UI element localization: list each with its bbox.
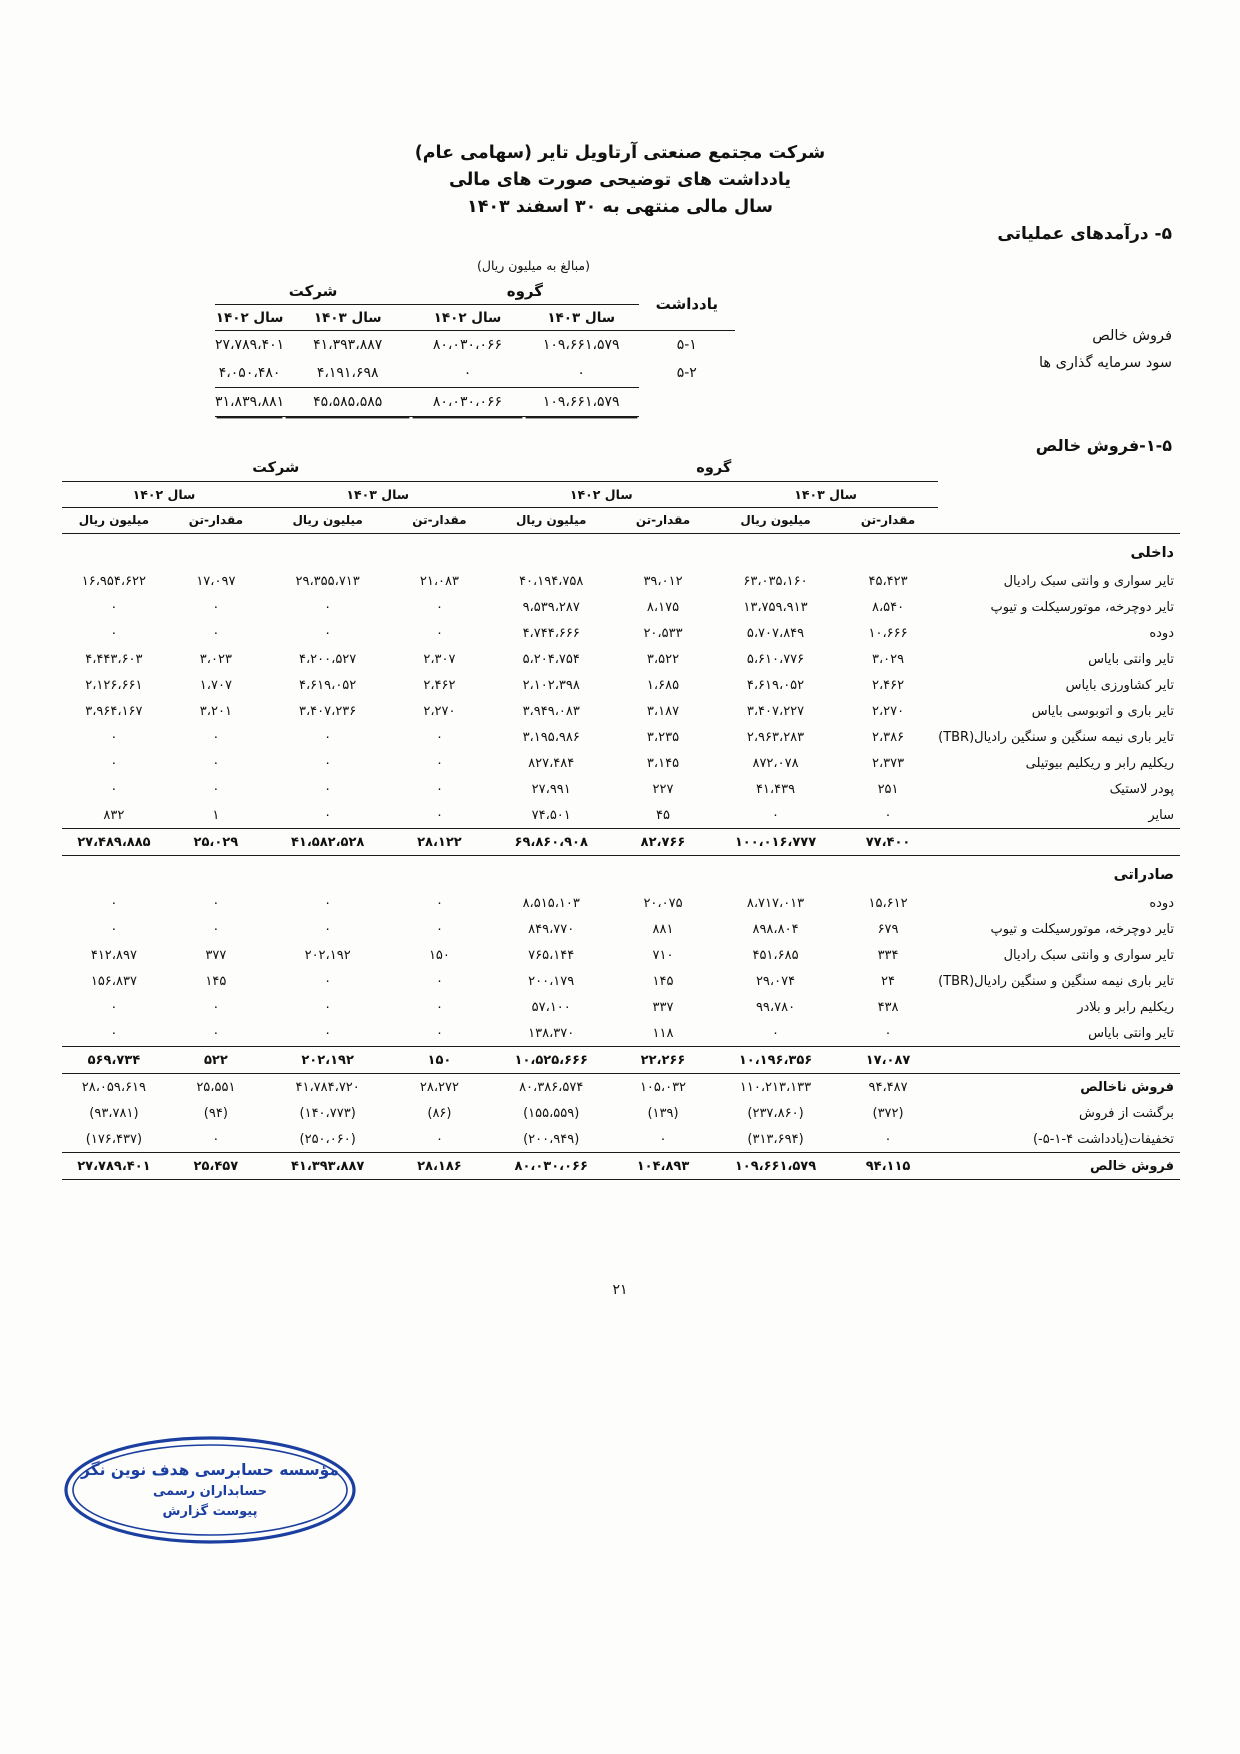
cell-c1403-val: ٠ — [324, 599, 332, 615]
cell-g1402-qty: ۱،۶۸۵ — [646, 677, 680, 693]
returns-g1403-val: (۲۳۷،۸۶۰) — [747, 1105, 804, 1121]
export-total-c1402-qty: ۵۲۲ — [203, 1052, 228, 1068]
auditor-stamp — [60, 1430, 360, 1550]
revenue-total-g1403: ۱۰۹،۶۶۱،۵۷۹ — [524, 388, 639, 417]
disc-c1403-val: (۲۵۰،۰۶۰) — [299, 1131, 356, 1147]
table-row — [62, 724, 1180, 750]
cell-c1403-qty: ٠ — [435, 625, 443, 641]
cell-g1403-qty: ۴۵،۴۲۳ — [868, 573, 908, 589]
revenue-company-header: شرکت — [215, 278, 411, 305]
sales-unit-qty-g1402: مقدار-تن — [635, 513, 691, 528]
revenue-year-group-1402: سال ۱۴۰۲ — [433, 309, 502, 326]
stamp-line-2: حسابداران رسمی — [152, 1484, 268, 1500]
operating-revenue-table — [215, 278, 735, 417]
table-row — [62, 672, 1180, 698]
cell-c1403-val: ٠ — [324, 781, 332, 797]
cell-g1403-val: ۲۹،۰۷۴ — [755, 973, 796, 989]
sales-unit-qty-c1402: مقدار-تن — [188, 513, 244, 528]
cell-g1402-val: ۳،۱۹۵،۹۸۶ — [522, 729, 580, 745]
cell-g1402-qty: ۳۹،۰۱۲ — [643, 573, 683, 589]
cell-g1403-qty: ۲۴ — [881, 973, 896, 989]
gross-g1402-qty: ۱۰۵،۰۳۲ — [639, 1079, 687, 1095]
stamp-line-1: مؤسسه حسابرسی هدف نوین نگر — [81, 1460, 339, 1479]
cell-g1403-qty: ۲،۳۸۶ — [871, 729, 905, 745]
returns-c1403-val: (۱۴۰،۷۷۳) — [299, 1105, 356, 1121]
cell-c1403-val: ٠ — [324, 999, 332, 1015]
revenue-row-label-investment-income: سود سرمایه گذاری ها — [1038, 355, 1172, 371]
cell-c1402-qty: ۱۴۵ — [205, 973, 227, 989]
cell-g1402-val: ۹،۵۳۹،۲۸۷ — [522, 599, 580, 615]
sales-domestic-heading-row — [62, 534, 1180, 569]
revenue-total-row — [215, 388, 735, 417]
revenue-year-company-1403: سال ۱۴۰۳ — [313, 309, 382, 326]
sales-discounts-row — [62, 1126, 1180, 1153]
net-sales-breakdown-table — [62, 455, 1180, 1180]
cell-c1402-qty: ۱ — [212, 807, 220, 823]
cell-c1403-qty: ٠ — [435, 973, 443, 989]
table-row — [62, 994, 1180, 1020]
cell-c1403-qty: ۲۱،۰۸۳ — [419, 573, 459, 589]
domestic-total-label — [938, 829, 1180, 856]
cell-g1402-qty: ۱۱۸ — [652, 1025, 674, 1041]
cell-c1402-val: ۱۵۶،۸۳۷ — [90, 973, 137, 989]
disc-g1402-qty: ٠ — [659, 1131, 667, 1147]
domestic-total-g1402-val: ۶۹،۸۶۰،۹۰۸ — [514, 834, 588, 850]
cell-g1402-val: ۸،۵۱۵،۱۰۳ — [522, 895, 580, 911]
cell-g1402-val: ۲،۱۰۲،۳۹۸ — [522, 677, 580, 693]
revenue-year-company-1402: سال ۱۴۰۲ — [215, 309, 284, 326]
gross-g1402-val: ۸۰،۳۸۶،۵۷۴ — [519, 1079, 584, 1095]
revenue-g1403-invest: ٠ — [577, 365, 585, 381]
cell-g1402-val: ۵۷،۱۰۰ — [531, 999, 571, 1015]
net-g1402-val: ۸۰،۰۳۰،۰۶۶ — [514, 1158, 588, 1174]
cell-g1402-val: ۲۷،۹۹۱ — [531, 781, 571, 797]
row-label: تایر باری و اتوبوسی بایاس — [1031, 703, 1174, 719]
cell-g1402-qty: ۳،۱۸۷ — [646, 703, 680, 719]
revenue-note-header: یادداشت — [655, 295, 718, 313]
returns-g1402-qty: (۱۳۹) — [647, 1105, 679, 1121]
row-label: دوده — [1149, 895, 1174, 911]
revenue-c1403-netsales: ۴۱،۳۹۳،۸۸۷ — [284, 331, 411, 360]
company-name-line: شرکت مجتمع صنعتی آرتاویل تایر (سهامی عام) — [414, 143, 826, 163]
sales-gross-row — [62, 1074, 1180, 1101]
cell-c1403-val: ۴،۲۰۰،۵۲۷ — [299, 651, 357, 667]
revenue-c1403-invest: ۴،۱۹۱،۶۹۸ — [316, 365, 379, 381]
sales-unit-val-c1402: میلیون ریال — [78, 513, 150, 528]
fiscal-period-line: سال مالی منتهی به ۳۰ اسفند ۱۴۰۳ — [467, 197, 773, 218]
cell-c1403-qty: ٠ — [435, 921, 443, 937]
sales-year-spacer — [938, 481, 1180, 507]
disc-c1402-qty: ٠ — [212, 1131, 220, 1147]
revenue-row-label-net-sales: فروش خالص — [1092, 328, 1172, 344]
cell-g1403-qty: ۲،۴۶۲ — [871, 677, 905, 693]
sales-group-header-row — [62, 455, 1180, 481]
cell-g1403-qty: ۳،۰۲۹ — [871, 651, 905, 667]
cell-c1402-qty: ۳،۰۲۳ — [199, 651, 232, 667]
cell-g1403-val: ۸،۷۱۷،۰۱۳ — [746, 895, 805, 911]
disc-c1402-val: (۱۷۶،۴۳۷) — [85, 1131, 143, 1147]
cell-g1403-val: ۴۵۱،۶۸۵ — [752, 947, 799, 963]
section-title-net-sales: ۱-۵-فروش خالص — [1035, 436, 1172, 455]
sales-unit-spacer — [938, 507, 1180, 534]
cell-g1403-val: ٠ — [772, 807, 779, 823]
cell-c1402-val: ٠ — [110, 729, 118, 745]
sales-export-total-row — [62, 1047, 1180, 1074]
cell-c1402-val: ٠ — [110, 999, 118, 1015]
export-total-c1403-val: ۲۰۲،۱۹۲ — [301, 1052, 354, 1068]
export-total-g1402-qty: ۲۲،۲۶۶ — [640, 1052, 686, 1068]
disc-g1402-val: (۲۰۰،۹۴۹) — [523, 1131, 580, 1147]
gross-g1403-qty: ۹۴،۴۸۷ — [868, 1079, 908, 1095]
cell-g1402-qty: ۳،۱۴۵ — [646, 755, 680, 771]
sales-year-group-1402: سال ۱۴۰۲ — [490, 481, 714, 507]
cell-g1402-val: ۸۲۷،۴۸۴ — [528, 755, 575, 771]
cell-g1402-qty: ۳،۲۳۵ — [646, 729, 680, 745]
cell-g1403-val: ۴۱،۴۳۹ — [755, 781, 796, 797]
export-total-label — [938, 1047, 1180, 1074]
cell-c1402-val: ٠ — [110, 755, 118, 771]
returns-c1403-qty: (۸۶) — [427, 1105, 452, 1121]
cell-c1402-val: ۴۱۲،۸۹۷ — [90, 947, 137, 963]
cell-c1403-val: ٠ — [324, 895, 332, 911]
cell-g1403-val: ۵،۶۱۰،۷۷۶ — [746, 651, 805, 667]
cell-g1403-val: ۸۹۸،۸۰۴ — [752, 921, 799, 937]
sales-unit-qty-g1403: مقدار-تن — [860, 513, 916, 528]
units-note: (مبالغ به میلیون ریال) — [476, 258, 590, 273]
cell-g1402-qty: ۸۸۱ — [652, 921, 674, 937]
row-label: دوده — [1149, 625, 1174, 641]
sales-year-company-1403: سال ۱۴۰۳ — [266, 481, 490, 507]
cell-g1402-qty: ۸،۱۷۵ — [646, 599, 680, 615]
cell-c1403-val: ۴،۶۱۹،۰۵۲ — [299, 677, 357, 693]
gross-c1402-val: ۲۸،۰۵۹،۶۱۹ — [81, 1079, 147, 1095]
revenue-total-note — [639, 388, 735, 417]
sales-domestic-total-row — [62, 829, 1180, 856]
cell-c1402-qty: ٠ — [212, 755, 220, 771]
cell-g1403-qty: ٠ — [884, 807, 892, 823]
table-row — [62, 698, 1180, 724]
net-sales-label: فروش خالص — [1089, 1158, 1174, 1174]
sales-unit-qty-c1403: مقدار-تن — [412, 513, 467, 528]
cell-c1403-qty: ٠ — [435, 807, 443, 823]
sales-domestic-heading: داخلی — [1130, 545, 1174, 561]
cell-g1403-qty: ۲،۲۷۰ — [871, 703, 905, 719]
cell-g1402-qty: ۷۱۰ — [652, 947, 674, 963]
revenue-total-c1402: ۳۱،۸۳۹،۸۸۱ — [215, 388, 284, 417]
cell-c1403-val: ٠ — [324, 1025, 332, 1041]
export-total-g1403-qty: ۱۷،۰۸۷ — [865, 1052, 911, 1068]
cell-c1402-qty: ٠ — [212, 1025, 220, 1041]
cell-c1402-val: ۸۳۲ — [103, 807, 125, 823]
row-label: پودر لاستیک — [1109, 781, 1174, 797]
export-total-c1403-qty: ۱۵۰ — [427, 1052, 452, 1068]
domestic-total-c1402-qty: ۲۵،۰۲۹ — [193, 834, 239, 850]
domestic-total-g1402-qty: ۸۲،۷۶۶ — [640, 834, 686, 850]
table-row — [62, 942, 1180, 968]
revenue-c1402-invest: ۴،۰۵۰،۴۸۰ — [218, 365, 281, 381]
stamp-line-3: پیوست گزارش — [162, 1503, 258, 1519]
sales-net-total-row — [62, 1153, 1180, 1180]
cell-c1402-qty: ٠ — [212, 781, 220, 797]
section-title-operating-revenue: ۵- درآمدهای عملیاتی — [997, 224, 1172, 244]
cell-g1402-qty: ۳،۵۲۲ — [646, 651, 680, 667]
cell-c1403-qty: ٠ — [435, 599, 443, 615]
cell-g1402-val: ۸۴۹،۷۷۰ — [528, 921, 575, 937]
net-g1403-val: ۱۰۹،۶۶۱،۵۷۹ — [734, 1158, 817, 1174]
cell-g1403-qty: ۶۷۹ — [877, 921, 899, 937]
cell-c1402-qty: ٠ — [212, 599, 220, 615]
cell-g1403-qty: ۱۰،۶۶۶ — [868, 625, 908, 641]
net-c1403-val: ۴۱،۳۹۳،۸۸۷ — [290, 1158, 365, 1174]
cell-g1402-val: ۴۰،۱۹۴،۷۵۸ — [519, 573, 584, 589]
cell-c1402-val: ٠ — [110, 781, 118, 797]
net-c1403-qty: ۲۸،۱۸۶ — [417, 1158, 462, 1174]
cell-c1402-val: ۳،۹۶۴،۱۶۷ — [85, 703, 143, 719]
document-header — [0, 140, 1240, 221]
table-row — [62, 1020, 1180, 1047]
table-row — [62, 750, 1180, 776]
disc-g1403-qty: ٠ — [884, 1131, 892, 1147]
revenue-total-g1402: ۸۰،۰۳۰،۰۶۶ — [411, 388, 524, 417]
cell-c1403-qty: ٠ — [435, 729, 443, 745]
cell-c1403-val: ۳،۴۰۷،۲۳۶ — [299, 703, 357, 719]
cell-c1403-val: ٠ — [324, 921, 332, 937]
cell-c1402-qty: ٠ — [212, 999, 220, 1015]
domestic-total-c1403-qty: ۲۸،۱۲۲ — [417, 834, 462, 850]
export-total-g1403-val: ۱۰،۱۹۶،۳۵۶ — [738, 1052, 813, 1068]
cell-g1402-qty: ۱۴۵ — [652, 973, 674, 989]
sales-discounts-label: تخفیفات(یادداشت ۴-۱-۵-) — [1032, 1131, 1174, 1147]
cell-c1402-val: ۱۶،۹۵۴،۶۲۲ — [81, 573, 147, 589]
revenue-group-header: گروه — [411, 278, 638, 305]
disc-c1403-qty: ٠ — [435, 1131, 443, 1147]
table-row — [62, 594, 1180, 620]
cell-g1403-val: ۹۹،۷۸۰ — [755, 999, 796, 1015]
revenue-group-header-row — [215, 278, 735, 305]
cell-c1403-qty: ٠ — [435, 999, 443, 1015]
cell-g1403-qty: ٠ — [884, 1025, 892, 1041]
cell-c1402-qty: ۱،۷۰۷ — [199, 677, 232, 693]
domestic-total-g1403-qty: ۷۷،۴۰۰ — [865, 834, 911, 850]
export-total-g1402-val: ۱۰،۵۲۵،۶۶۶ — [514, 1052, 588, 1068]
cell-c1402-qty: ٠ — [212, 729, 220, 745]
gross-c1402-qty: ۲۵،۵۵۱ — [196, 1079, 236, 1095]
gross-c1403-val: ۴۱،۷۸۴،۷۲۰ — [295, 1079, 360, 1095]
returns-c1402-val: (۹۳،۷۸۱) — [89, 1105, 139, 1121]
sales-domestic-heading-filler — [62, 534, 938, 569]
sales-year-header-row — [62, 481, 1180, 507]
cell-c1403-qty: ۱۵۰ — [428, 947, 450, 963]
cell-c1402-val: ۴،۴۴۳،۶۰۳ — [85, 651, 143, 667]
cell-g1402-val: ۴،۷۴۴،۶۶۶ — [522, 625, 580, 641]
cell-c1403-qty: ۲،۲۷۰ — [423, 703, 456, 719]
table-row — [62, 802, 1180, 829]
cell-g1403-val: ۴،۶۱۹،۰۵۲ — [746, 677, 805, 693]
cell-g1402-val: ۷۶۵،۱۴۴ — [528, 947, 575, 963]
sales-unit-header-row — [62, 507, 1180, 534]
row-label: تایر دوچرخه، موتورسیکلت و تیوپ — [990, 599, 1174, 615]
revenue-note-2: ۵-۲ — [676, 365, 697, 382]
revenue-row-net-sales — [215, 331, 735, 360]
cell-g1402-qty: ۴۵ — [656, 807, 670, 823]
cell-g1402-val: ۳،۹۴۹،۰۸۳ — [522, 703, 580, 719]
revenue-note-1: ۵-۱ — [639, 331, 735, 360]
returns-c1402-qty: (۹۴) — [203, 1105, 228, 1121]
cell-c1403-val: ٠ — [324, 755, 332, 771]
cell-c1402-qty: ۱۷،۰۹۷ — [196, 573, 236, 589]
gross-g1403-val: ۱۱۰،۲۱۳،۱۳۳ — [739, 1079, 812, 1095]
revenue-g1403-netsales: ۱۰۹،۶۶۱،۵۷۹ — [524, 331, 639, 360]
table-row — [62, 968, 1180, 994]
cell-c1403-qty: ٠ — [435, 755, 443, 771]
statement-type-line: یادداشت های توضیحی صورت های مالی — [449, 170, 791, 191]
net-g1402-qty: ۱۰۴،۸۹۳ — [636, 1158, 690, 1174]
revenue-g1402-invest: ٠ — [463, 365, 472, 381]
cell-g1403-val: ۲،۹۶۳،۲۸۳ — [746, 729, 805, 745]
cell-g1402-qty: ۲۰،۰۷۵ — [643, 895, 683, 911]
cell-c1402-qty: ٠ — [212, 625, 220, 641]
sales-year-company-1402: سال ۱۴۰۲ — [62, 481, 266, 507]
cell-c1403-qty: ٠ — [435, 781, 443, 797]
cell-c1402-val: ٠ — [110, 625, 118, 641]
row-label: تایر دوچرخه، موتورسیکلت و تیوپ — [990, 921, 1174, 937]
row-label: ریکلیم رابر و ریکلیم بیوتیلی — [1025, 755, 1174, 771]
cell-g1402-qty: ۲۰،۵۳۳ — [643, 625, 683, 641]
cell-g1403-qty: ۲۵۱ — [877, 781, 899, 797]
disc-g1403-val: (۳۱۳،۶۹۴) — [747, 1131, 804, 1147]
revenue-total-c1403: ۴۵،۵۸۵،۵۸۵ — [284, 388, 411, 417]
cell-c1403-val: ٠ — [324, 729, 332, 745]
cell-g1402-val: ۲۰۰،۱۷۹ — [528, 973, 575, 989]
cell-g1403-val: ۱۳،۷۵۹،۹۱۳ — [743, 599, 808, 615]
cell-c1402-qty: ٠ — [212, 895, 220, 911]
cell-g1402-qty: ۳۳۷ — [652, 999, 674, 1015]
page-number: ۲۱ — [612, 1282, 628, 1298]
cell-c1402-qty: ۳،۲۰۱ — [199, 703, 232, 719]
cell-c1402-val: ٠ — [110, 1025, 118, 1041]
cell-g1403-qty: ۴۳۸ — [877, 999, 899, 1015]
cell-g1402-val: ۵،۲۰۴،۷۵۴ — [522, 651, 580, 667]
row-label: تایر کشاورزی بایاس — [1065, 677, 1174, 693]
returns-g1403-qty: (۳۷۲) — [872, 1105, 904, 1121]
cell-g1403-qty: ۱۵،۶۱۲ — [868, 895, 908, 911]
row-label: تایر وانتی بایاس — [1088, 1025, 1174, 1041]
cell-g1403-qty: ۸،۵۴۰ — [871, 599, 905, 615]
sales-unit-val-g1402: میلیون ریال — [516, 513, 587, 528]
cell-c1402-val: ٠ — [110, 895, 118, 911]
cell-c1402-qty: ٠ — [212, 921, 220, 937]
sales-unit-val-c1403: میلیون ریال — [292, 513, 363, 528]
sales-header-spacer — [938, 455, 1180, 481]
cell-g1403-val: ۶۳،۰۳۵،۱۶۰ — [743, 573, 808, 589]
net-g1403-qty: ۹۴،۱۱۵ — [865, 1158, 911, 1174]
sales-export-heading: صادراتی — [1113, 867, 1174, 883]
table-row — [62, 568, 1180, 594]
revenue-c1402-netsales: ۲۷،۷۸۹،۴۰۱ — [215, 331, 284, 360]
net-c1402-qty: ۲۵،۴۵۷ — [193, 1158, 239, 1174]
net-c1402-val: ۲۷،۷۸۹،۴۰۱ — [77, 1158, 151, 1174]
gross-c1403-qty: ۲۸،۲۷۲ — [419, 1079, 459, 1095]
cell-c1403-qty: ۲،۴۶۲ — [423, 677, 456, 693]
sales-company-header: شرکت — [62, 455, 490, 481]
sales-group-header: گروه — [490, 455, 939, 481]
revenue-row-investment-income — [215, 359, 735, 388]
row-label: تایر باری نیمه سنگین و سنگین رادیال(TBR) — [938, 973, 1174, 989]
cell-g1403-val: ۳،۴۰۷،۲۲۷ — [746, 703, 805, 719]
row-label: تایر سواری و وانتی سبک رادیال — [1003, 573, 1174, 589]
cell-g1402-qty: ۲۲۷ — [652, 781, 674, 797]
cell-g1402-val: ۷۴،۵۰۱ — [531, 807, 571, 823]
sales-unit-val-g1403: میلیون ریال — [740, 513, 811, 528]
sales-year-group-1403: سال ۱۴۰۳ — [713, 481, 938, 507]
row-label: ریکلیم رابر و بلادر — [1077, 999, 1174, 1015]
cell-g1403-val: ۵،۷۰۷،۸۴۹ — [746, 625, 805, 641]
cell-g1403-qty: ۲،۳۷۳ — [871, 755, 905, 771]
table-row — [62, 890, 1180, 916]
cell-c1403-val: ٠ — [324, 625, 332, 641]
cell-c1403-qty: ۲،۳۰۷ — [423, 651, 456, 667]
domestic-total-g1403-val: ۱۰۰،۰۱۶،۷۷۷ — [734, 834, 817, 850]
sales-returns-label: برگشت از فروش — [1078, 1105, 1174, 1121]
export-total-c1402-val: ۵۶۹،۷۳۴ — [87, 1052, 141, 1068]
domestic-total-c1403-val: ۴۱،۵۸۲،۵۲۸ — [290, 834, 365, 850]
cell-c1403-val: ۲۹،۳۵۵،۷۱۳ — [295, 573, 360, 589]
domestic-total-c1402-val: ۲۷،۴۸۹،۸۸۵ — [77, 834, 151, 850]
sales-export-heading-filler — [62, 856, 938, 891]
cell-c1403-qty: ٠ — [435, 895, 443, 911]
cell-c1403-qty: ٠ — [435, 1025, 443, 1041]
cell-c1403-val: ٠ — [324, 973, 332, 989]
cell-c1403-val: ٠ — [324, 807, 332, 823]
cell-c1402-val: ۲،۱۲۶،۶۶۱ — [85, 677, 143, 693]
cell-c1402-val: ٠ — [110, 921, 118, 937]
cell-g1403-qty: ۳۳۴ — [877, 947, 899, 963]
cell-c1402-val: ٠ — [110, 599, 118, 615]
cell-g1403-val: ۸۷۲،۰۷۸ — [752, 755, 799, 771]
sales-export-heading-row — [62, 856, 1180, 891]
table-row — [62, 916, 1180, 942]
cell-c1402-qty: ۳۷۷ — [205, 947, 227, 963]
cell-g1402-val: ۱۳۸،۳۷۰ — [528, 1025, 575, 1041]
row-label: تایر سواری و وانتی سبک رادیال — [1003, 947, 1174, 963]
sales-returns-row — [62, 1100, 1180, 1126]
row-label: سایر — [1148, 807, 1174, 823]
row-label: تایر وانتی بایاس — [1088, 651, 1174, 667]
gross-sales-label: فروش ناخالص — [1080, 1079, 1174, 1095]
row-label: تایر باری نیمه سنگین و سنگین رادیال(TBR) — [938, 729, 1174, 745]
table-row — [62, 646, 1180, 672]
cell-g1403-val: ٠ — [772, 1025, 779, 1041]
revenue-year-group-1403: سال ۱۴۰۳ — [547, 309, 616, 326]
table-row — [62, 776, 1180, 802]
returns-g1402-val: (۱۵۵،۵۵۹) — [523, 1105, 580, 1121]
table-row — [62, 620, 1180, 646]
cell-c1403-val: ۲۰۲،۱۹۲ — [304, 947, 351, 963]
revenue-g1402-netsales: ۸۰،۰۳۰،۰۶۶ — [411, 331, 524, 360]
